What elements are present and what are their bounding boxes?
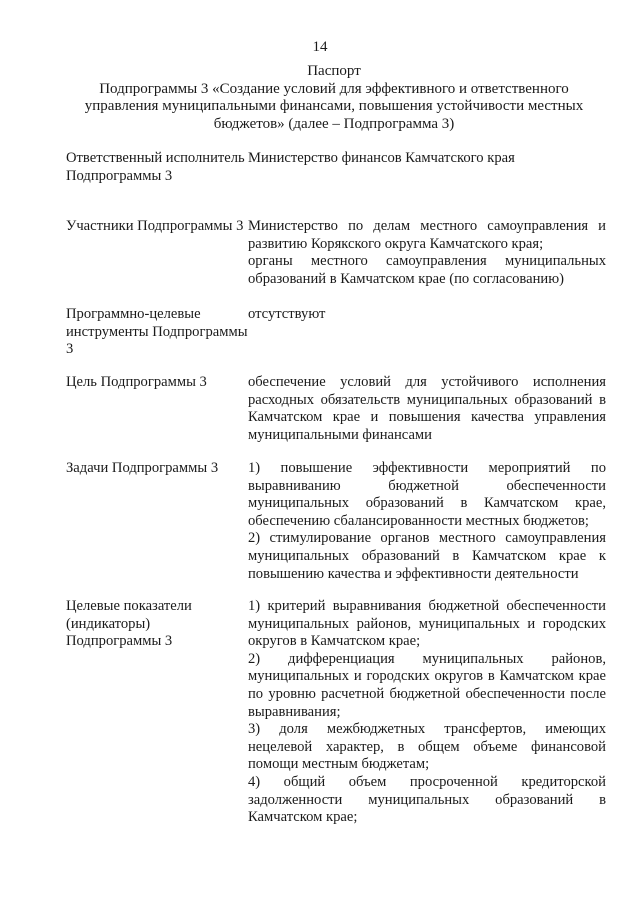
row-participants	[66, 218, 606, 288]
value-paragraph: 1) повышение эффективности мероприятий по выравниванию бюджетной обеспеченности муниципальных образований в Камчатском крае, обеспечению сбалансированности местных бюджетов;	[248, 460, 606, 529]
row-label: Участники Подпрограммы 3	[66, 218, 244, 234]
row-value	[248, 150, 606, 185]
row-value	[248, 374, 606, 444]
value-paragraph: органы местного самоуправления муниципальных образований в Камчатском крае (по согласованию)	[248, 253, 606, 287]
row-label: Цель Подпрограммы 3	[66, 374, 207, 390]
value-paragraph: 2) стимулирование органов местного самоуправления муниципальных образований в Камчатском крае к повышению качества и эффективности деятельности	[248, 530, 606, 582]
row-tasks	[66, 460, 606, 583]
value-paragraph: 2) дифференциация муниципальных районов, муниципальных и городских округов в Камчатском крае по уровню расчетной бюджетной обеспеченности после выравнивания;	[248, 650, 606, 720]
document-title	[80, 63, 588, 133]
value-paragraph: отсутствуют	[248, 306, 326, 322]
value-paragraph: Министерство по делам местного самоуправления и развитию Корякского округа Камчатского края;	[248, 218, 606, 252]
row-value	[248, 598, 606, 827]
row-label: Ответственный исполнитель Подпрограммы 3	[66, 150, 245, 184]
value-paragraph: обеспечение условий для устойчивого исполнения расходных обязательств муниципальных образований в Камчатском крае и повышения качества управления муниципальными финансами	[248, 374, 606, 443]
row-label: Целевые показатели (индикаторы) Подпрограммы 3	[66, 598, 192, 650]
row-value	[248, 218, 606, 288]
value-paragraph: 3) доля межбюджетных трансфертов, имеющих нецелевой характер, в общем объеме финансовой помощи местным бюджетам;	[248, 721, 606, 773]
row-label: Программно-целевые инструменты Подпрограммы 3	[66, 306, 248, 358]
value-paragraph: Министерство финансов Камчатского края	[248, 150, 515, 166]
value-paragraph: 1) критерий выравнивания бюджетной обеспеченности муниципальных районов, муниципальных и городских округов в Камчатском крае;	[248, 598, 606, 650]
title-subprogram: Подпрограммы 3 «Создание условий для эффективного и ответственного управления муниципальными финансами, повышения устойчивости местных бюджетов» (далее – Подпрограмма 3)	[84, 80, 584, 132]
row-target-indicators	[66, 598, 606, 827]
row-goal	[66, 374, 606, 444]
row-value	[248, 460, 606, 583]
value-paragraph: 4) общий объем просроченной кредиторской задолженности муниципальных образований в Камчатском крае;	[248, 773, 606, 826]
row-responsible-executor	[66, 150, 606, 185]
row-label: Задачи Подпрограммы 3	[66, 460, 219, 476]
row-value	[248, 306, 606, 359]
title-passport: Паспорт	[307, 63, 361, 79]
page-number: 14	[312, 39, 328, 55]
row-instruments	[66, 306, 606, 359]
